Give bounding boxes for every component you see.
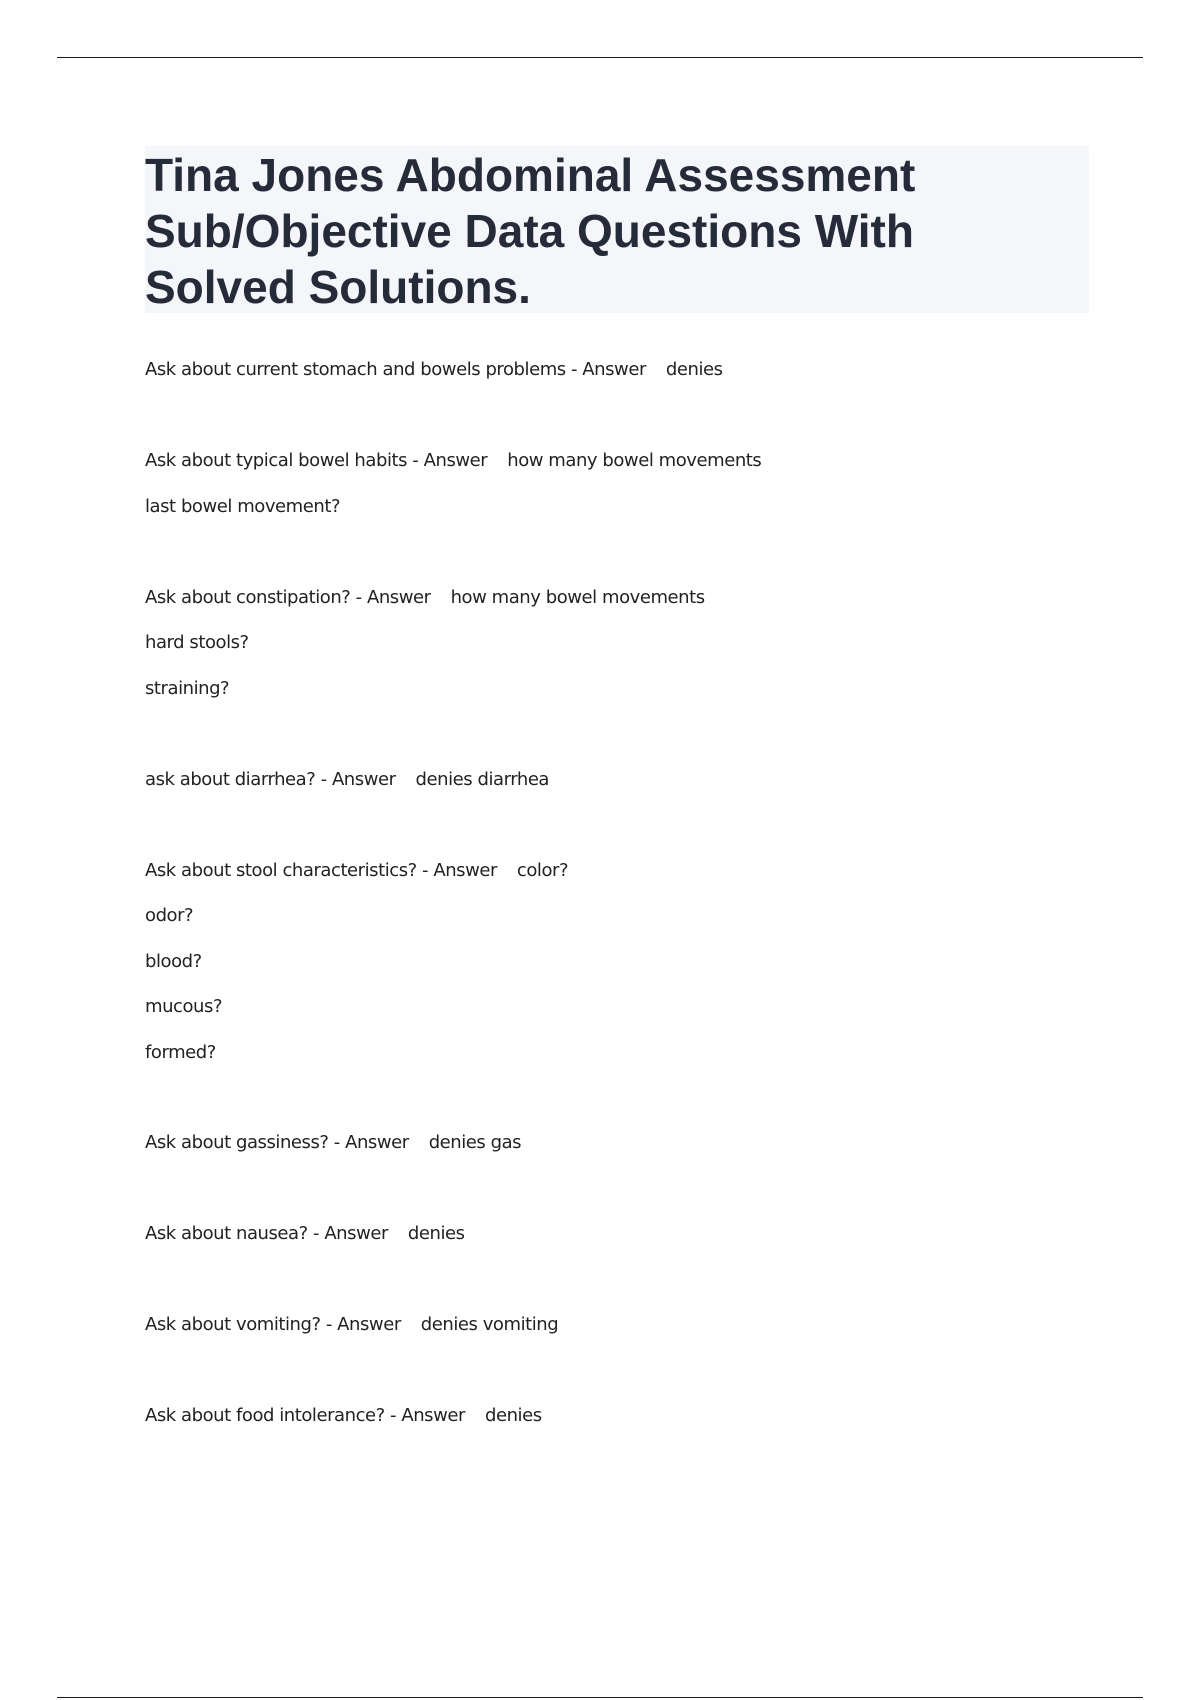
qa-item-question <box>145 1313 558 1337</box>
answer-line: blood? <box>145 951 202 972</box>
answer-text: denies <box>665 359 723 380</box>
question-text: Ask about nausea? - Answer <box>145 1223 388 1244</box>
question-text: ask about diarrhea? - Answer <box>145 769 396 790</box>
qa-item-question <box>145 586 705 610</box>
answer-line: straining? <box>145 678 230 699</box>
answer-text: denies <box>407 1223 465 1244</box>
question-text: Ask about typical bowel habits - Answer <box>145 450 488 471</box>
answer-line: mucous? <box>145 996 223 1017</box>
answer-line: formed? <box>145 1042 216 1063</box>
qa-item-question <box>145 1404 542 1428</box>
qa-item-question <box>145 1131 521 1155</box>
answer-text: denies gas <box>428 1132 522 1153</box>
question-text: Ask about gassiness? - Answer <box>145 1132 409 1153</box>
answer-text: how many bowel movements <box>450 587 705 608</box>
answer-line: last bowel movement? <box>145 496 341 517</box>
answer-text: denies diarrhea <box>415 769 550 790</box>
qa-item-question <box>145 358 723 382</box>
question-text: Ask about stool characteristics? - Answer <box>145 860 497 881</box>
header-rule <box>57 57 1143 58</box>
answer-text: denies vomiting <box>420 1314 559 1335</box>
question-text: Ask about vomiting? - Answer <box>145 1314 401 1335</box>
qa-item-question <box>145 449 761 473</box>
answer-line: hard stools? <box>145 632 249 653</box>
question-text: Ask about constipation? - Answer <box>145 587 431 608</box>
document-title: Tina Jones Abdominal Assessment Sub/Objective Data Questions With Solved Solutions. <box>145 149 916 313</box>
question-text: Ask about food intolerance? - Answer <box>145 1405 465 1426</box>
answer-line: odor? <box>145 905 194 926</box>
title-block <box>145 146 1089 313</box>
qa-item-question <box>145 859 568 883</box>
question-text: Ask about current stomach and bowels problems - Answer <box>145 359 646 380</box>
qa-item-question <box>145 1222 465 1246</box>
qa-item-question <box>145 768 549 792</box>
answer-text: how many bowel movements <box>507 450 762 471</box>
footer-rule <box>57 1697 1143 1698</box>
answer-text: denies <box>484 1405 542 1426</box>
answer-text: color? <box>516 860 569 881</box>
